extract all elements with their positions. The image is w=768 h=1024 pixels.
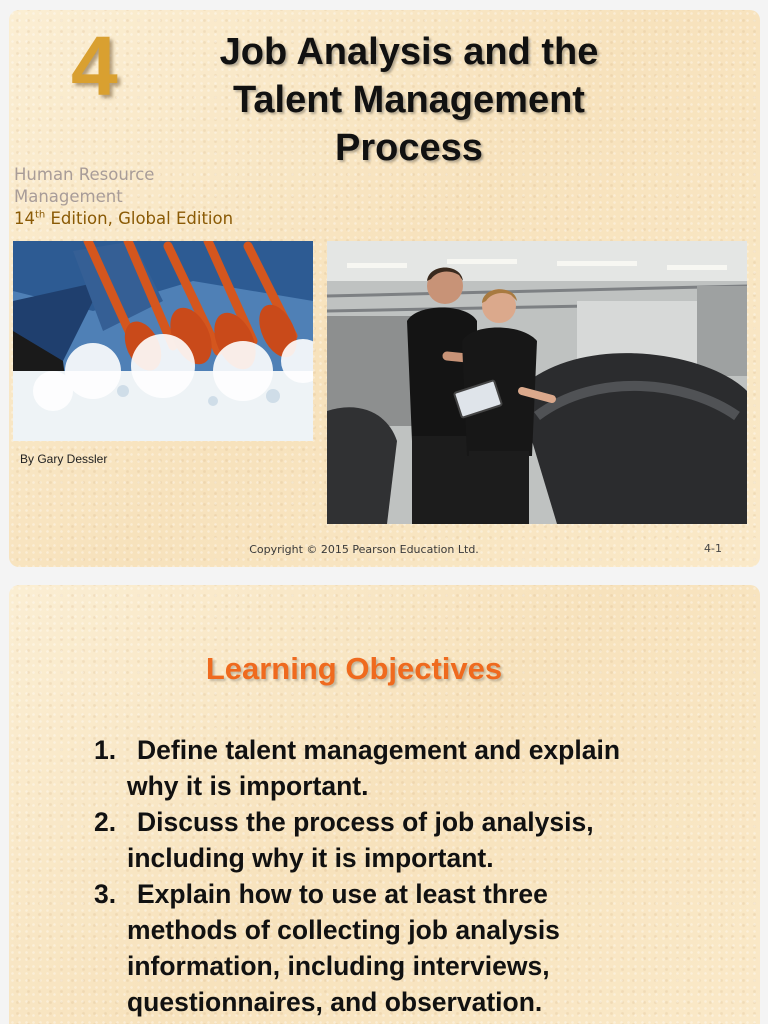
author-credit: By Gary Dessler — [20, 452, 108, 466]
edition-label — [14, 209, 233, 228]
book-title-line: Human Resource — [14, 165, 155, 184]
objective-line: why it is important. — [127, 771, 369, 801]
objective-line: including why it is important. — [127, 843, 494, 873]
factory-workers-illustration — [327, 241, 747, 524]
edition-suffix: th — [35, 209, 46, 221]
edition-text: Edition, Global Edition — [45, 209, 234, 228]
title-slide — [9, 10, 760, 567]
objective-number: 2. — [94, 807, 117, 837]
title-line: Job Analysis and the — [219, 31, 599, 73]
rowing-oars-illustration — [13, 241, 313, 441]
rowing-oars-photo — [13, 241, 313, 441]
learning-objectives-slide — [9, 585, 760, 1024]
copyright-notice: Copyright © 2015 Pearson Education Ltd. — [249, 543, 479, 556]
slide-title — [159, 28, 659, 172]
objective-item — [94, 876, 724, 1020]
objective-line: Discuss the process of job analysis, — [137, 807, 594, 837]
edition-number: 14 — [14, 209, 35, 228]
objective-number: 1. — [94, 735, 117, 765]
objective-line: Explain how to use at least three — [137, 879, 548, 909]
chapter-number: 4 — [71, 19, 118, 113]
slide-number: 4-1 — [704, 542, 722, 555]
objective-line: questionnaires, and observation. — [127, 987, 543, 1017]
objective-number: 3. — [94, 879, 117, 909]
objectives-heading: Learning Objectives — [205, 651, 503, 686]
objective-line: information, including interviews, — [127, 951, 550, 981]
objective-item — [94, 732, 724, 804]
objective-line: Define talent management and explain — [137, 735, 621, 765]
objective-item — [94, 804, 724, 876]
title-line: Talent Management — [233, 79, 585, 121]
book-title — [14, 164, 214, 208]
objectives-list — [94, 732, 724, 1020]
factory-workers-photo — [327, 241, 747, 524]
objective-line: methods of collecting job analysis — [127, 915, 560, 945]
book-title-line: Management — [14, 187, 123, 206]
title-line: Process — [335, 127, 483, 169]
